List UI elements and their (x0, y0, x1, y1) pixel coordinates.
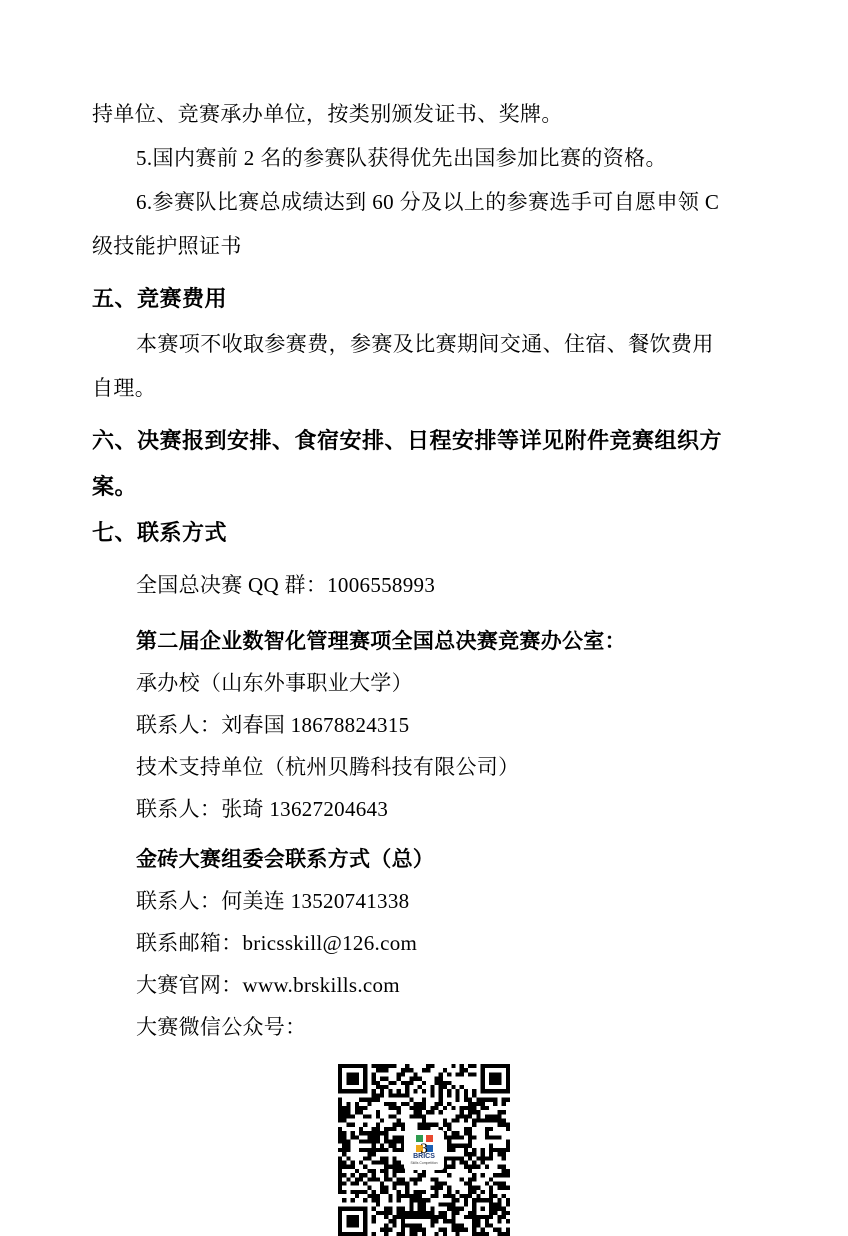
contact-host-school: 承办校（山东外事职业大学） (136, 671, 413, 695)
contact-qq-group: 全国总决赛 QQ 群：1006558993 (136, 573, 436, 597)
contact-email: 联系邮箱：bricsskill@126.com (136, 931, 418, 955)
spacer (92, 268, 756, 276)
contact-person-liu: 联系人：刘春国 18678824315 (136, 713, 410, 737)
contact-person-he: 联系人：何美连 13520741338 (136, 889, 410, 913)
contact-wechat-label: 大赛微信公众号： (136, 1015, 307, 1039)
contact-tech-support: 技术支持单位（杭州贝腾科技有限公司） (136, 755, 520, 779)
spacer (92, 556, 756, 564)
spacer (92, 830, 756, 838)
spacer (92, 410, 756, 418)
section-heading-five: 五、竞赛费用 (92, 286, 228, 311)
qr-logo-secondary-text: Skills Competition (410, 1160, 438, 1165)
paragraph: 本赛项不收取参赛费，参赛及比赛期间交通、住宿、餐饮费用 (136, 332, 714, 356)
paragraph: 级技能护照证书 (92, 234, 242, 258)
contact-committee-title: 金砖大赛组委会联系方式（总） (136, 847, 435, 871)
section-heading-six: 六、决赛报到安排、食宿安排、日程安排等详见附件竞赛组织方案。 (92, 428, 723, 499)
paragraph: 持单位、竞赛承办单位，按类别颁发证书、奖牌。 (92, 102, 563, 126)
paragraph: 自理。 (92, 376, 157, 400)
contact-website: 大赛官网：www.brskills.com (136, 973, 400, 997)
paragraph: 6.参赛队比赛总成绩达到 60 分及以上的参赛选手可自愿申领 C (136, 190, 720, 214)
qr-logo-primary-text: BRICS (413, 1152, 435, 1160)
contact-office-title: 第二届企业数智化管理赛项全国总决赛竞赛办公室： (136, 629, 626, 653)
contact-person-zhang: 联系人：张琦 13627204643 (136, 797, 389, 821)
page-number: 3 (420, 1141, 428, 1157)
spacer (92, 606, 756, 620)
paragraph: 5.国内赛前 2 名的参赛队获得优先出国参加比赛的资格。 (136, 146, 667, 170)
section-heading-seven: 七、联系方式 (92, 520, 228, 545)
